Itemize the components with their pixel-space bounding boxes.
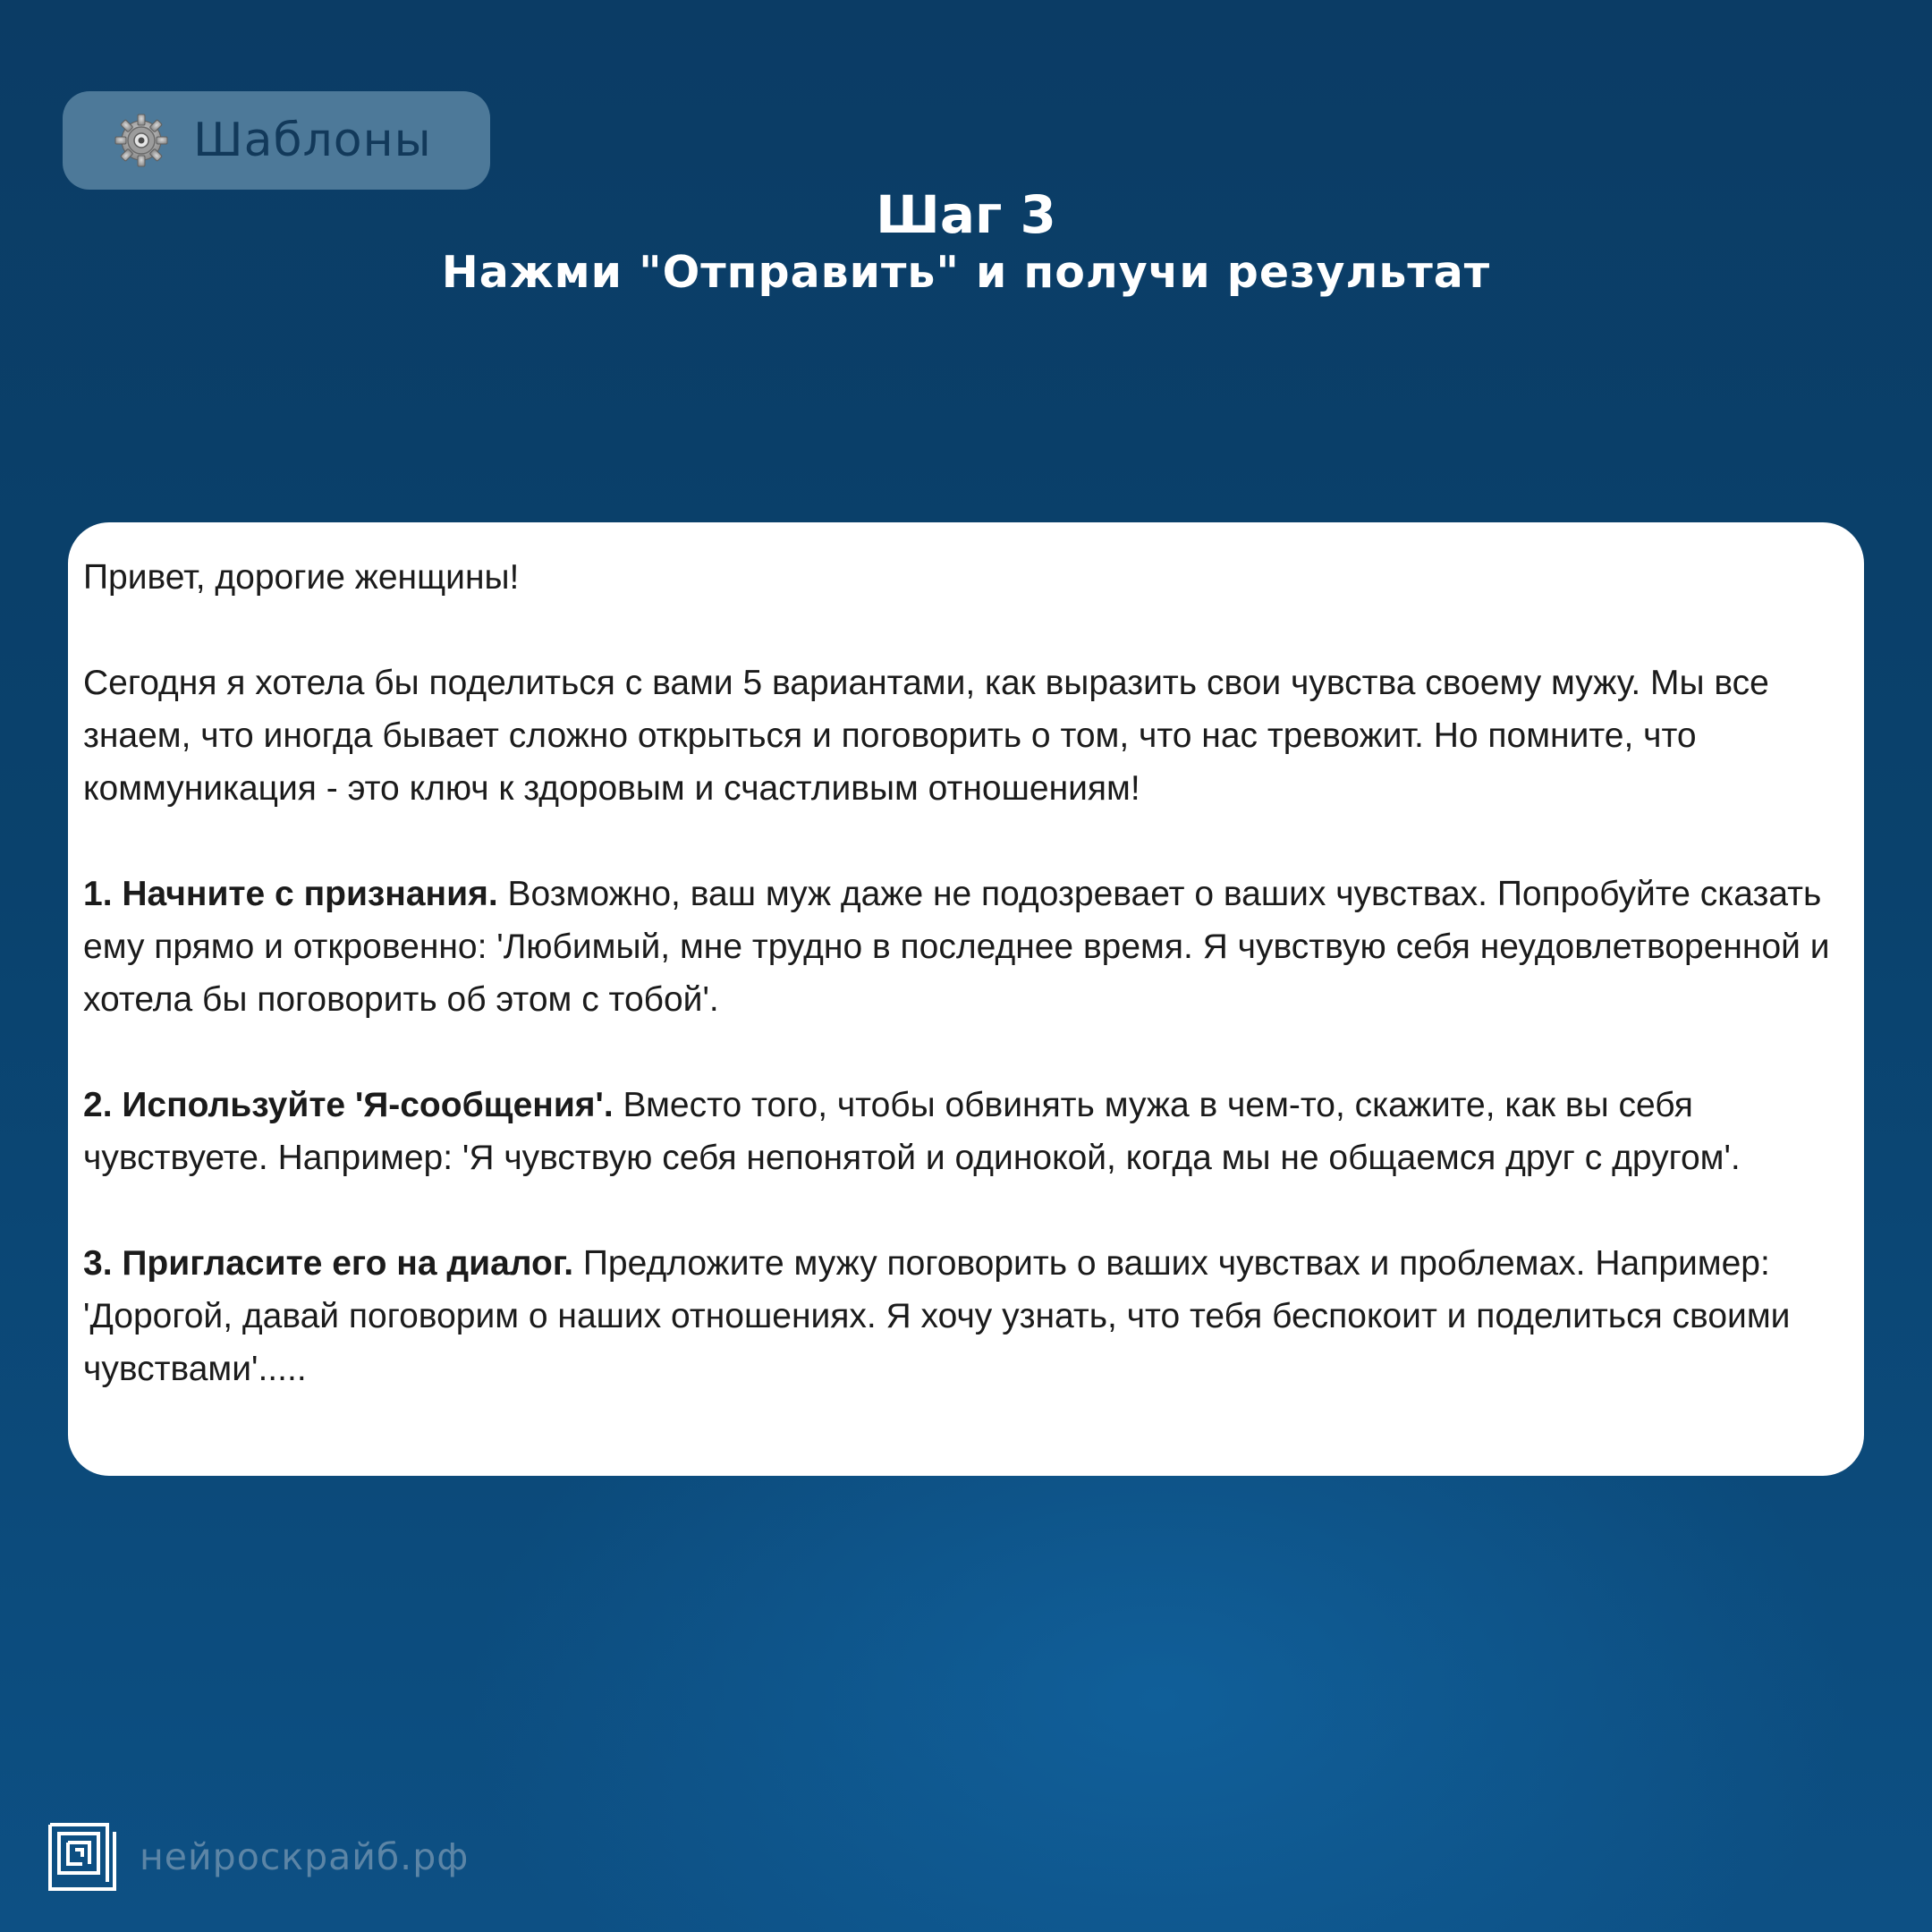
tip-text: Предложите мужу поговорить о ваших чувствах и проблемах. Например: 'Дорогой, давай поговорим о наших отношениях. Я хочу узнать, что тебя беспокоит и поделиться своими чувствами'..... [83,1244,1791,1388]
greeting-text: Привет, дорогие женщины! [83,558,520,597]
intro-paragraph: Сегодня я хотела бы поделиться с вами 5 вариантами, как выразить свои чувства своему мужу. Мы все знаем, что иногда бывает сложно открыться и поговорить о том, что нас тревожит. Но помните, что коммуникация - это ключ к здоровым и счастливым отношениям! [83,664,1769,808]
tip-item-1 [83,868,1834,1026]
tip-heading: 2. Используйте 'Я-сообщения'. [83,1086,614,1124]
tip-item-3 [83,1237,1834,1395]
step-title: Шаг 3 [876,184,1056,245]
footer-brand [45,1819,469,1894]
site-url[interactable]: нейроскрайб.рф [140,1835,470,1878]
templates-label: Шаблоны [193,114,432,167]
tip-text: Вместо того, чтобы обвинять мужа в чем-то, скажите, как вы себя чувствуете. Например: 'Я чувствую себя непонятой и одинокой, когда мы не общаемся друг с другом'. [83,1086,1741,1177]
response-card [68,522,1864,1476]
tip-heading: 3. Пригласите его на диалог. [83,1244,574,1283]
tip-text: Возможно, ваш муж даже не подозревает о ваших чувствах. Попробуйте сказать ему прямо и откровенно: 'Любимый, мне трудно в последнее время. Я чувствую себя неудовлетворенной и хотела бы поговорить об этом с тобой'. [83,875,1830,1019]
tip-item-2 [83,1079,1834,1184]
step-subtitle: Нажми "Отправить" и получи результат [441,247,1491,298]
gear-icon [113,112,170,169]
templates-badge[interactable] [63,91,490,190]
brand-logo-icon [45,1819,120,1894]
tip-heading: 1. Начните с признания. [83,875,498,913]
